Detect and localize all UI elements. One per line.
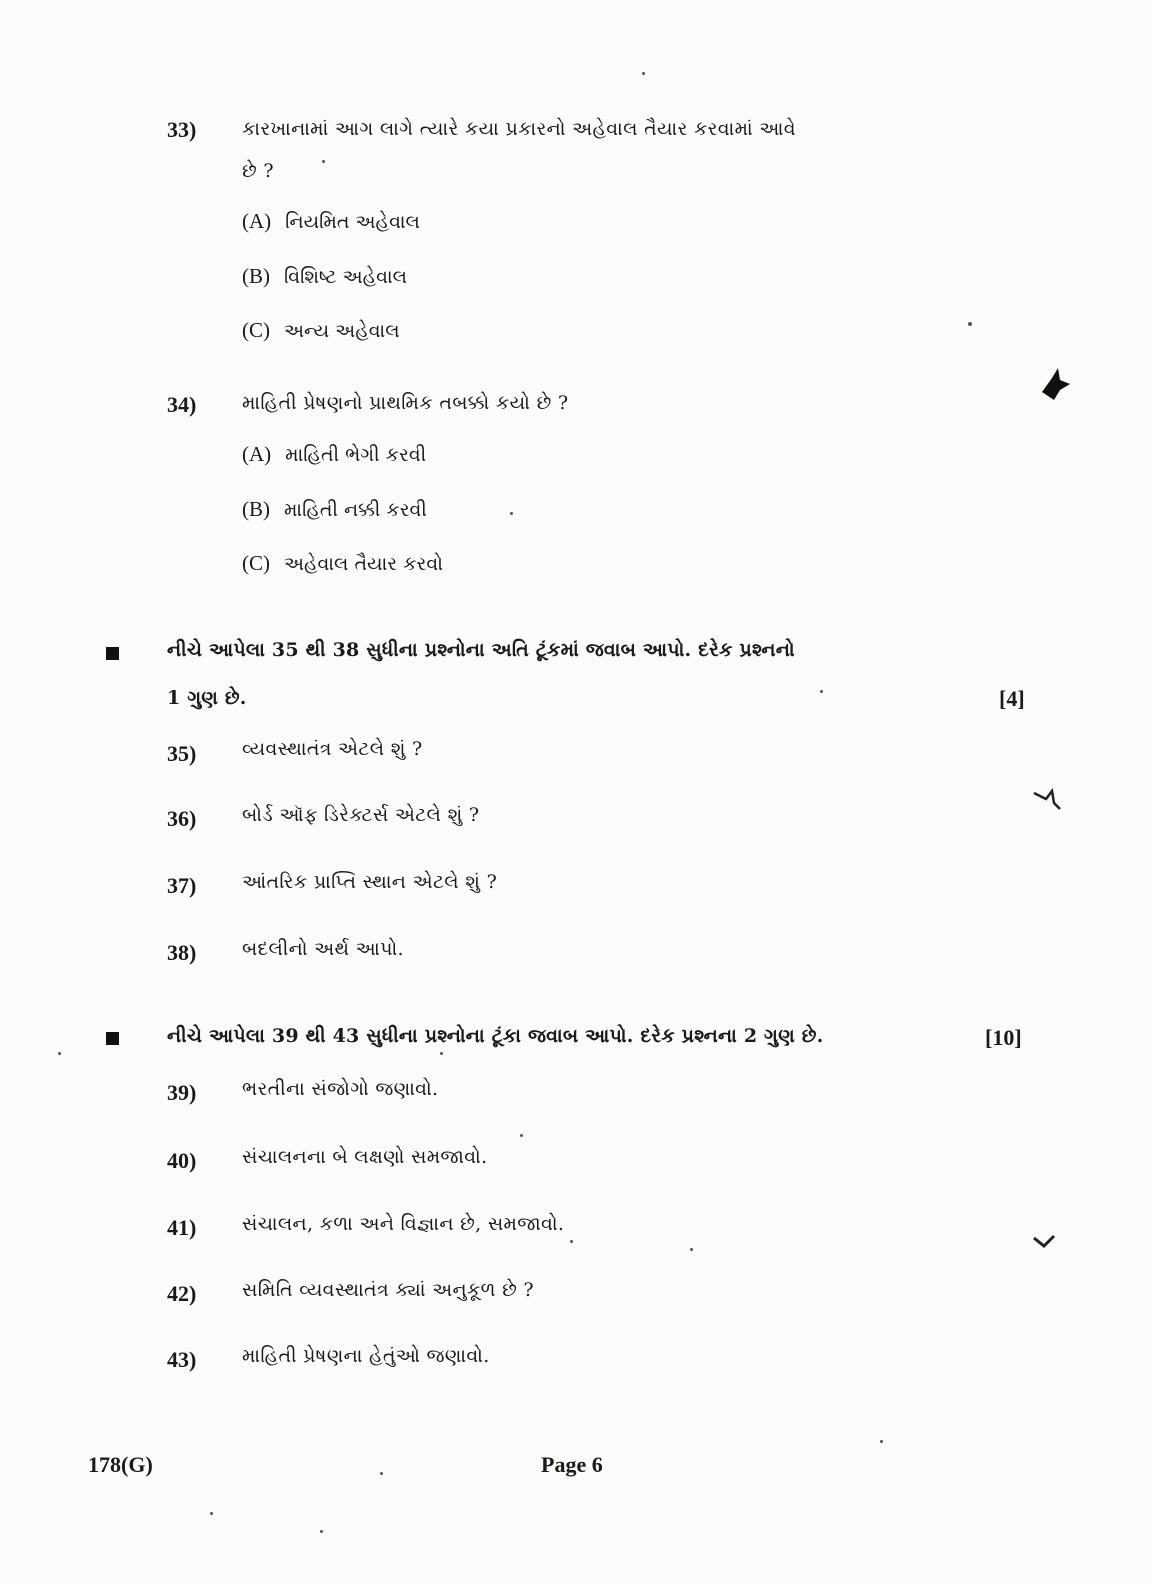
section-1-instruction-line1: નીચે આપેલા 35 થી 38 સુધીના પ્રશ્નોના અતિ ટૂંકમાં જવાબ આપો. દરેક પ્રશ્નનો xyxy=(167,639,795,661)
question-42-text: સમિતિ વ્યવસ્થાતંત્ર ક્યાં અનુકૂળ છે ? xyxy=(242,1279,534,1301)
option-label: (B) xyxy=(242,264,270,288)
option-label: (B) xyxy=(242,497,270,521)
section-2-instruction: નીચે આપેલા 39 થી 43 સુધીના પ્રશ્નોના ટૂંકા જવાબ આપો. દરેક પ્રશ્નના 2 ગુણ છે. xyxy=(167,1025,824,1047)
footer-page-number: Page 6 xyxy=(541,1452,603,1477)
option-label: (A) xyxy=(242,442,272,466)
option-label: (C) xyxy=(242,551,270,575)
question-39-text: ભરતીના સંજોગો જણાવો. xyxy=(242,1078,439,1100)
option-text: અન્ય અહેવાલ xyxy=(284,320,400,342)
question-33-option-c xyxy=(242,318,400,343)
scan-speck xyxy=(820,690,823,693)
question-36-number: 36) xyxy=(167,806,197,831)
option-text: નિયમિત અહેવાલ xyxy=(285,211,420,233)
question-40-number: 40) xyxy=(167,1148,197,1173)
scan-speck xyxy=(58,1052,61,1055)
scan-speck xyxy=(320,1530,323,1533)
ink-tick-mark xyxy=(1030,1232,1060,1252)
question-41-text: સંચાલન, કળા અને વિજ્ઞાન છે, સમજાવો. xyxy=(242,1213,565,1235)
question-33-text-line2: છે ? xyxy=(242,160,274,182)
scan-speck xyxy=(968,322,972,326)
option-text: અહેવાલ તૈયાર કરવો xyxy=(284,553,443,575)
question-42-number: 42) xyxy=(167,1281,197,1306)
footer-paper-code: 178(G) xyxy=(88,1452,153,1477)
question-34-option-a xyxy=(242,442,426,467)
question-38-text: બદલીનો અર્થ આપો. xyxy=(242,938,404,960)
question-37-text: આંતરિક પ્રાપ્તિ સ્થાન એટલે શું ? xyxy=(242,871,498,893)
option-text: વિશિષ્ટ અહેવાલ xyxy=(284,266,408,288)
option-label: (C) xyxy=(242,318,270,342)
option-text: માહિતી નક્કી કરવી xyxy=(284,499,427,521)
question-43-number: 43) xyxy=(167,1347,197,1372)
question-35-text: વ્યવસ્થાતંત્ર એટલે શું ? xyxy=(242,738,423,760)
scan-speck xyxy=(380,1472,383,1475)
question-33-option-b xyxy=(242,264,407,289)
section-1-instruction-line2: 1 ગુણ છે. xyxy=(167,687,247,709)
question-43-text: માહિતી પ્રેષણના હેતુંઓ જણાવો. xyxy=(242,1345,490,1367)
scan-speck xyxy=(642,72,645,75)
scan-speck xyxy=(322,160,325,163)
scan-speck xyxy=(510,512,513,515)
section-2-marks: [10] xyxy=(985,1025,1022,1050)
scan-speck xyxy=(690,1248,693,1251)
question-36-text: બોર્ડ ઑફ ડિરેક્ટર્સ એટલે શું ? xyxy=(242,804,480,826)
question-33-text-line1: કારખાનામાં આગ લાગે ત્યારે કયા પ્રકારનો અહેવાલ તૈયાર કરવામાં આવે xyxy=(242,118,796,140)
scan-speck xyxy=(440,1052,443,1055)
question-33-option-a xyxy=(242,209,420,234)
ink-scribble-mark xyxy=(1030,785,1070,815)
question-39-number: 39) xyxy=(167,1080,197,1105)
ink-blot-mark xyxy=(1030,360,1080,410)
option-text: માહિતી ભેગી કરવી xyxy=(285,444,427,466)
option-label: (A) xyxy=(242,209,272,233)
scan-speck xyxy=(210,1512,213,1515)
question-35-number: 35) xyxy=(167,741,197,766)
section-1-marks: [4] xyxy=(999,686,1025,711)
section-2-bullet xyxy=(106,1032,119,1045)
question-34-number: 34) xyxy=(167,392,197,417)
question-34-option-b xyxy=(242,497,427,522)
scan-speck xyxy=(520,1134,523,1137)
question-34-text: માહિતી પ્રેષણનો પ્રાથમિક તબક્કો કયો છે ? xyxy=(242,392,569,414)
question-41-number: 41) xyxy=(167,1215,197,1240)
question-34-option-c xyxy=(242,551,443,576)
question-37-number: 37) xyxy=(167,873,197,898)
question-38-number: 38) xyxy=(167,940,197,965)
section-1-bullet xyxy=(106,647,119,660)
scan-speck xyxy=(880,1440,883,1443)
scan-speck xyxy=(570,1240,573,1243)
question-33-number: 33) xyxy=(167,117,197,142)
question-40-text: સંચાલનના બે લક્ષણો સમજાવો. xyxy=(242,1146,488,1168)
